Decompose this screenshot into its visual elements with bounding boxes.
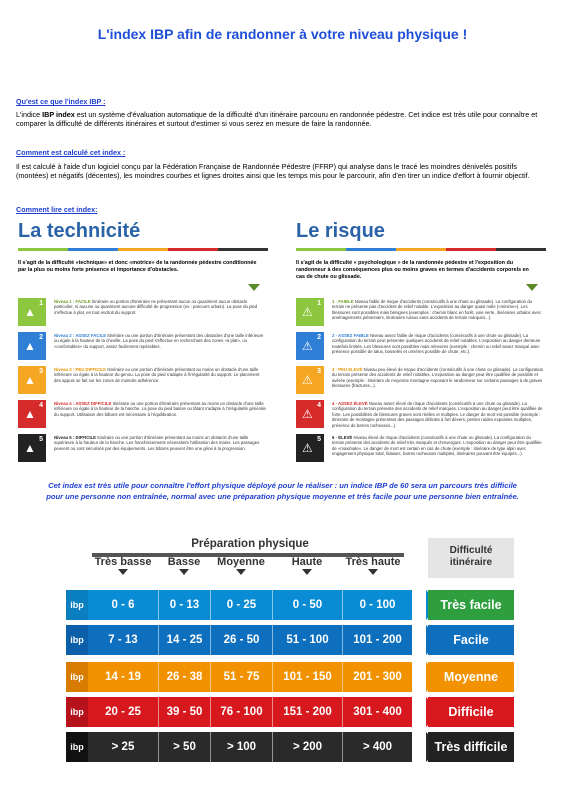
risque-level-3 (296, 366, 546, 400)
ibp-tag: ibp (66, 697, 88, 727)
level-name: 1 · FAIBLE (332, 299, 354, 304)
column-label: Basse (167, 556, 201, 568)
technicite-level-2 (18, 332, 268, 366)
table-cell: > 400 (342, 732, 412, 762)
warning-icon: ⚠ 1 (296, 298, 324, 326)
level-number: 1 (317, 300, 321, 307)
level-number: 3 (39, 368, 43, 375)
level-name: Niveau 2 : ASSEZ FACILE (54, 333, 107, 338)
table-cell: 14 - 25 (158, 625, 210, 655)
prep-title: Préparation physique (191, 538, 309, 550)
level-text (332, 435, 544, 457)
difficulty-label: Moyenne (428, 662, 514, 692)
warning-icon: ⚠ 5 (296, 434, 324, 462)
table-row (66, 662, 426, 692)
warning-icon: ⚠ 4 (296, 400, 324, 428)
difficulty-header (428, 538, 514, 578)
level-text (54, 435, 266, 451)
column-header (88, 556, 158, 576)
color-stripe (18, 248, 268, 251)
level-desc: Niveau assez élevé de risque d'accidents (consécutifs à une chute ou glissade). La configuration du terrain présente des accidents de relief marqués. L'exposition au danger peut être qualifiée de forte. Les possibilités de blessures graves sont réelles et multiples. Le danger de mort est possible (exemple : itinéraire de montagne présentant des passages délicats à fort dévers, pentes raides exposées multiples, présence de barres rocheuses...). (332, 401, 543, 428)
arrow-down-icon (248, 284, 260, 291)
level-desc: Itinéraire ou une portion d'itinéraire présentant au moins un obstacle d'une taille inférieure ou égale à la hauteur du genou. La pose du pied s'adapte à l'irrégularité du support. Le placement des appuis se fait sur les zones de moindre adhérence. (54, 367, 260, 383)
table-row (66, 732, 426, 762)
difficulty-label: Difficile (428, 697, 514, 727)
difficulty-title: Difficulté (449, 545, 493, 556)
level-desc: Niveau faible de risque d'accidents (consécutifs à une chute ou glissade). La configuration du terrain ne présente pas d'accident de relief notable. L'exposition au danger quasi nulle («minime»). Les blessures sont possibles mais bénignes (exemples : chemin blanc en forêt, voie verte, itinéraires urbains avec aménagements piétonniers, itinéraires ruraux sans accidents de terrain marqués...). (332, 299, 541, 321)
ibp-tag: ibp (66, 590, 88, 620)
table-cell: 101 - 150 (272, 662, 342, 692)
risque-level-2 (296, 332, 546, 366)
table-cell: 14 - 19 (88, 662, 158, 692)
section-text-how: Il est calculé à l'aide d'un logiciel conçu par la Fédération Française de Randonnée Pédestre (FFRP) qui analyse dans le tracé les moindres dénivelés positifs (montées) et négatifs (décentes), les moindres courbes et lignes droites ainsi que les temps mis pour le parcourir, afin d'en tirer un indice d'effort à fournir objectif. (16, 162, 530, 180)
explanation-note (10, 480, 555, 502)
column-header (158, 556, 210, 576)
level-text (332, 401, 544, 428)
column-header (272, 556, 342, 576)
column-header (342, 556, 404, 576)
table-row (66, 625, 426, 655)
level-number: 5 (317, 436, 321, 443)
column-label: Moyenne (217, 556, 265, 568)
difficulty-label: Très facile (428, 590, 514, 620)
table-cell: 26 - 50 (210, 625, 272, 655)
level-text (332, 333, 544, 355)
level-number: 5 (39, 436, 43, 443)
column-label: Très basse (94, 556, 152, 568)
level-name: 4 · ASSEZ ÉLEVÉ (332, 401, 368, 406)
level-number: 2 (317, 334, 321, 341)
risque-title: Le risque (296, 220, 385, 242)
difficulty-label: Très difficile (428, 732, 514, 762)
technicite-title: La technicité (18, 220, 141, 242)
level-desc: Itinéraire ou une portion d'itinéraire présentant des obstacles d'une taille inférieure ou égale à la hauteur de la cheville. La pose du pied s'effectue en recherchant des zones «à plat», ou «confortables» du support, assez facilement repérables. (54, 333, 264, 349)
level-name: Niveau 5 : DIFFICILE (54, 435, 97, 440)
note-line: pour une personne non entraînée, normal avec une préparation physique moyenne et très facile pour une personne bien entraînée. (46, 492, 519, 501)
table-row (66, 590, 426, 620)
note-line: Cet index est très utile pour connaître l'effort physique déployé pour le réaliser : un indice IBP de 60 sera un parcours très difficile (48, 481, 517, 490)
table-cell: 301 - 400 (342, 697, 412, 727)
section-text-what (16, 110, 551, 128)
table-cell: 39 - 50 (158, 697, 210, 727)
table-cell: 151 - 200 (272, 697, 342, 727)
triangle-down-icon (179, 569, 189, 575)
text-part: est un système d'évaluation automatique de la difficulté d'un itinéraire parcouru en randonnée pédestre. Cet indice est très utile pour connaître et comparer la difficulté de différents itinéraires et surtout d'estimer si vous serez en mesure de faire la randonnée. (16, 110, 538, 128)
table-cell: 20 - 25 (88, 697, 158, 727)
level-name: Niveau 3 : PEU DIFFICILE (54, 367, 107, 372)
table-cell: > 25 (88, 732, 158, 762)
color-stripe (296, 248, 546, 251)
level-desc: Niveau peu élevé de risque d'accidents (consécutifs à une chute ou glissade). La configuration du terrain présente des accidents de relief notables. L'exposition au danger peut être qualifiée de possible et avérée (exemple : itinéraire de moyenne montagne exposant le randonneur sur certains passages à de graves blessures (fractures...). (332, 367, 544, 389)
technicite-level-5 (18, 434, 268, 468)
table-cell: 0 - 13 (158, 590, 210, 620)
warning-icon: ⚠ 2 (296, 332, 324, 360)
hiker-icon: ▲ 3 (18, 366, 46, 394)
ibp-tag: ibp (66, 625, 88, 655)
table-cell: 76 - 100 (210, 697, 272, 727)
triangle-down-icon (118, 569, 128, 575)
table-cell: > 50 (158, 732, 210, 762)
arrow-down-icon (526, 284, 538, 291)
risque-intro: Il s'agit de la difficulté « psychologique » de la randonnée pédestre et l'exposition du randonneur à des conséquences plus ou moins graves en termes d'accidents corporels en cas de chute ou glissade. (296, 260, 529, 280)
technicite-intro: Il s'agit de la difficulté «technique» et donc «motrice» de la randonnée pédestre conditionnée par la plus ou moins forte présence et importance d'obstacles. (18, 260, 257, 273)
technicite-level-4 (18, 400, 268, 434)
ibp-tag: ibp (66, 732, 88, 762)
text-part: L'indice (16, 110, 43, 119)
table-cell: 0 - 6 (88, 590, 158, 620)
section-heading-read: Comment lire cet index: (16, 205, 98, 214)
page-title: L'index IBP afin de randonner à votre niveau physique ! (97, 26, 468, 42)
level-text (54, 367, 266, 383)
difficulty-label: Facile (428, 625, 514, 655)
level-number: 4 (317, 402, 321, 409)
table-cell: > 100 (210, 732, 272, 762)
table-cell: 26 - 38 (158, 662, 210, 692)
column-label: Très haute (345, 556, 401, 568)
difficulty-title: itinéraire (449, 557, 493, 568)
level-text (54, 333, 266, 349)
hiker-icon: ▲ 5 (18, 434, 46, 462)
risque-level-4 (296, 400, 546, 434)
hiker-icon: ▲ 1 (18, 298, 46, 326)
section-heading-what: Qu'est ce que l'index IBP : (16, 97, 106, 106)
level-number: 2 (39, 334, 43, 341)
text-bold: IBP index (42, 110, 75, 119)
table-cell: 0 - 50 (272, 590, 342, 620)
level-text (332, 299, 544, 321)
risque-level-5 (296, 434, 546, 468)
table-cell: 0 - 100 (342, 590, 412, 620)
level-desc: Itinéraire ou une portion d'itinéraire présentant au moins un obstacle d'une taille inférieure ou égale à la hauteur de la hanche. La pose du pied baisse ou tâtant s'adapte à l'irrégularité générale du support. Utilisation des bâtons est nécessaire à l'équilibration. (54, 401, 266, 417)
level-name: Niveau 4 : ASSEZ DIFFICILE (54, 401, 112, 406)
risque-level-1 (296, 298, 546, 332)
level-text (54, 401, 266, 417)
warning-icon: ⚠ 3 (296, 366, 324, 394)
table-cell: 101 - 200 (342, 625, 412, 655)
level-number: 3 (317, 368, 321, 375)
hiker-icon: ▲ 2 (18, 332, 46, 360)
column-label: Haute (291, 556, 323, 568)
level-name: 3 · PEU ÉLEVÉ (332, 367, 363, 372)
table-row (66, 697, 426, 727)
level-desc: Itinéraire ou une portion d'itinéraire présentant au moins un obstacle d'une taille supérieure à la hauteur de la hanche. Les franchissements nécessitent l'utilisation des mains. Les passages peuvent ou sont sécurisés par des équipements. Les bâtons peuvent être une gêne à la progression. (54, 435, 260, 451)
table-cell: 7 - 13 (88, 625, 158, 655)
level-name: Niveau 1 : FACILE (54, 299, 91, 304)
table-cell: 51 - 100 (272, 625, 342, 655)
level-desc: Niveau assez faible de risque d'accidents (consécutifs à une chute ou glissade). La configuration du terrain peut présenter quelques accidents de relief notables. L'exposition au danger demeure toutefois limitée. Les blessures sont possibles mais mineures (exemple : chemin ou relief assez marqué avec présence possible de talus, bosselés et ornières possible de chute, etc.). (332, 333, 541, 355)
triangle-down-icon (236, 569, 246, 575)
technicite-panel (18, 220, 268, 468)
section-heading-how: Comment est calculé cet index : (16, 148, 126, 157)
level-name: 5 · ÉLEVÉ (332, 435, 353, 440)
table-cell: > 200 (272, 732, 342, 762)
technicite-level-1 (18, 298, 268, 332)
table-cell: 0 - 25 (210, 590, 272, 620)
level-number: 1 (39, 300, 43, 307)
level-name: 2 · ASSEZ FAIBLE (332, 333, 369, 338)
table-cell: 201 - 300 (342, 662, 412, 692)
table-cell: 51 - 75 (210, 662, 272, 692)
level-text (332, 367, 544, 389)
risque-panel (296, 220, 546, 468)
ibp-tag: ibp (66, 662, 88, 692)
level-number: 4 (39, 402, 43, 409)
triangle-down-icon (302, 569, 312, 575)
column-header (210, 556, 272, 576)
level-text (54, 299, 266, 315)
level-desc: Niveau élevé de risque d'accidents (consécutifs à une chute ou glissade). La configuration du terrain présente des accidents de relief très marqués et d'envergure. L'exposition au danger peut être qualifiée de «maximale». Le danger de mort est certain en cas de chute (exemple : itinéraire de type alpin avec engagement physique total, falaises, barres rocheuses multiples, itinéraires pouvant être équipés...). (332, 435, 542, 457)
hiker-icon: ▲ 4 (18, 400, 46, 428)
triangle-down-icon (368, 569, 378, 575)
level-desc: Itinéraire ou portion d'itinéraire ne présentant aucun ou quasiment aucun obstacle particulier, ni aucune ou quasiment aucune difficulté de progression (ex : parcours urbain). La pose du pied s'effectue à plat, en tout endroit du support. (54, 299, 258, 315)
technicite-level-3 (18, 366, 268, 400)
